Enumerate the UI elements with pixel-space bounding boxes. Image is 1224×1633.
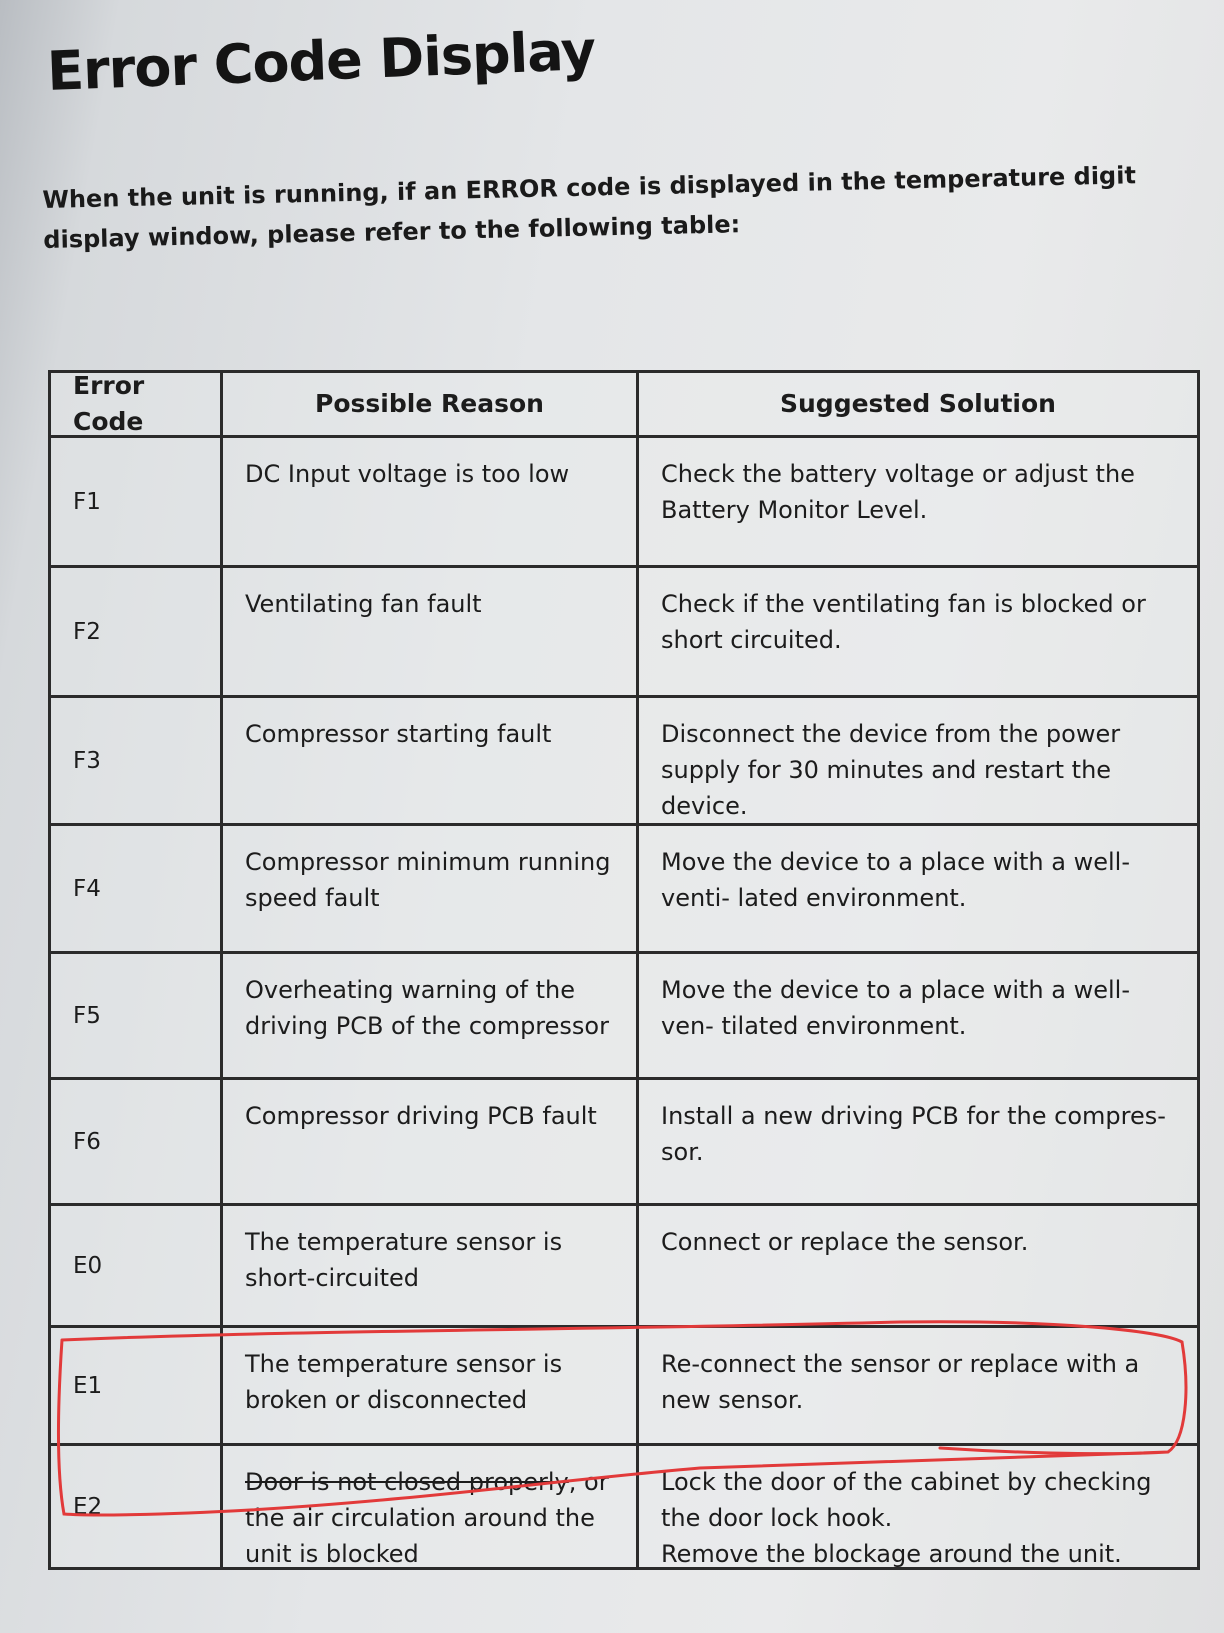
header-error-code: Error Code [51,373,223,435]
table-row [51,565,1197,695]
suggested-solution: Move the device to a place with a well-ven- tilated environment. [661,976,1130,1040]
error-code-table [48,370,1200,1570]
table-row [51,1325,1197,1443]
table-row [51,435,1197,565]
error-code: F6 [51,1080,223,1203]
error-code: E1 [51,1328,223,1443]
table-header-row [51,373,1197,435]
table-row [51,951,1197,1077]
table-row [51,1443,1197,1567]
possible-reason: The temperature sensor is broken or disconnected [223,1328,639,1443]
possible-reason: Compressor driving PCB fault [223,1080,639,1203]
error-code: F1 [51,438,223,565]
header-possible-reason: Possible Reason [223,373,639,435]
table-row [51,1077,1197,1203]
possible-reason: Ventilating fan fault [223,568,639,695]
error-code: F3 [51,698,223,823]
suggested-solution: Connect or replace the sensor. [661,1228,1029,1256]
possible-reason [223,1446,639,1567]
suggested-solution: Install a new driving PCB for the compres- sor. [661,1102,1166,1166]
possible-reason: DC Input voltage is too low [223,438,639,565]
possible-reason: Compressor starting fault [223,698,639,823]
error-code: E2 [51,1446,223,1567]
struck-reason-text: Door is not closed properly [245,1468,569,1496]
intro-paragraph: When the unit is running, if an ERROR code is displayed in the temperature digit display window, please refer to the following table: [42,161,1137,254]
suggested-solution-line: Remove the blockage around the unit. [661,1540,1122,1568]
suggested-solution: Check if the ventilating fan is blocked or short circuited. [661,590,1146,654]
suggested-solution: Move the device to a place with a well-venti- lated environment. [661,848,1130,912]
error-code: E0 [51,1206,223,1325]
suggested-solution: Check the battery voltage or adjust the Battery Monitor Level. [661,460,1135,524]
suggested-solution [639,1446,1197,1567]
error-code: F2 [51,568,223,695]
table-row [51,695,1197,823]
possible-reason: Overheating warning of the driving PCB of the compressor [223,954,639,1077]
suggested-solution: Re-connect the sensor or replace with a new sensor. [661,1350,1140,1414]
error-code: F4 [51,826,223,951]
possible-reason: Compressor minimum running speed fault [223,826,639,951]
header-suggested-solution: Suggested Solution [780,389,1056,418]
possible-reason-rest: , or the air circulation around the unit is blocked [245,1468,609,1568]
possible-reason: The temperature sensor is short-circuited [223,1206,639,1325]
table-row [51,1203,1197,1325]
table-row [51,823,1197,951]
page-title: Error Code Display [46,18,597,103]
suggested-solution: Disconnect the device from the power supply for 30 minutes and restart the device. [661,720,1121,820]
suggested-solution-line: Lock the door of the cabinet by checking the door lock hook. [661,1468,1152,1532]
error-code: F5 [51,954,223,1077]
